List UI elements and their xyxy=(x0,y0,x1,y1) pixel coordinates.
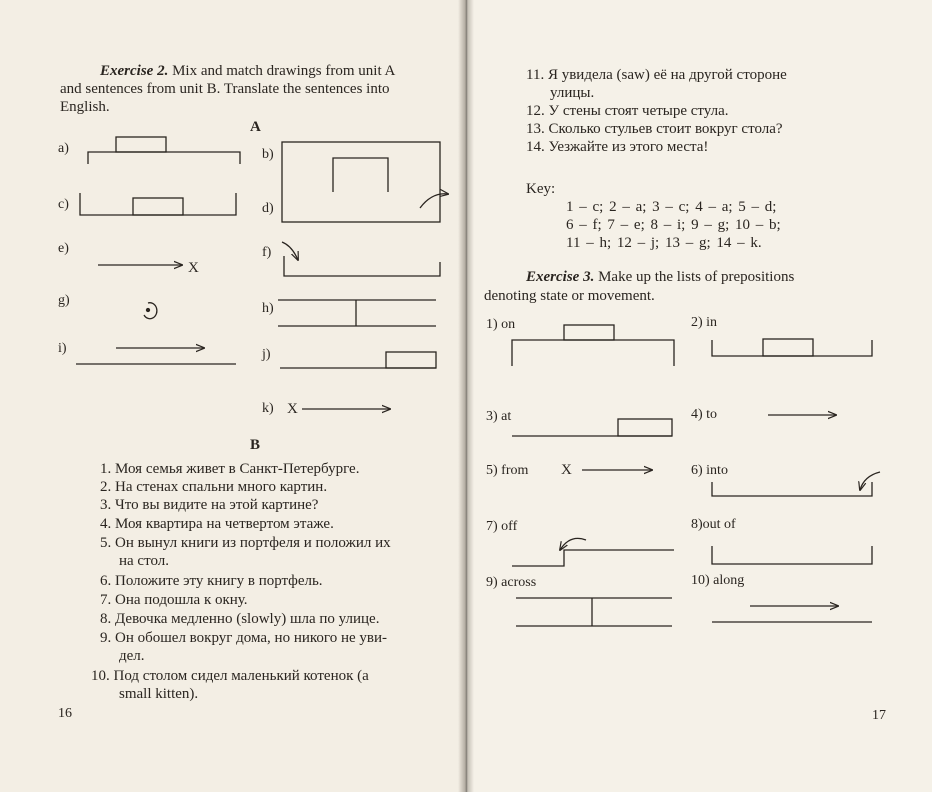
drawing-10-along xyxy=(712,606,872,622)
key-line-3: 11 – h; 12 – j; 13 – g; 14 – k. xyxy=(566,235,762,251)
sentence-text: Под столом сидел маленький котенок (a xyxy=(113,668,369,684)
key-line-1: 1 – c; 2 – a; 3 – c; 4 – a; 5 – d; xyxy=(566,199,777,215)
sentence-11-cont: улицы. xyxy=(550,85,595,101)
sentence-number: 2. xyxy=(100,479,112,495)
drawing-1-on xyxy=(512,325,674,366)
sentence-8 xyxy=(100,610,379,628)
sentence-text: Я увидела (saw) её на другой стороне xyxy=(547,67,787,83)
sentence-text: Она подошла к окну. xyxy=(115,592,248,608)
sentence-number: 7. xyxy=(100,592,112,608)
sentence-text: Моя квартира на четвертом этаже. xyxy=(115,516,334,532)
item-10-along: 10) along xyxy=(691,573,745,588)
drawing-9-across xyxy=(516,598,672,626)
sentence-3 xyxy=(100,496,318,514)
label-g: g) xyxy=(58,293,70,308)
drawing-d-out-of xyxy=(420,194,448,208)
sentence-5 xyxy=(100,534,391,552)
label-k: k) xyxy=(262,401,274,416)
drawing-f-into xyxy=(282,242,440,276)
sentence-number: 5. xyxy=(100,535,112,551)
label-e: e) xyxy=(58,241,69,256)
drawing-7-off xyxy=(512,538,674,566)
drawing-6-into xyxy=(712,472,880,496)
item-4-to: 4) to xyxy=(691,407,718,422)
drawing-g-around xyxy=(144,303,157,319)
sentence-text: Он обошел вокруг дома, но никого не уви- xyxy=(115,630,387,646)
drawing-8-out-of xyxy=(712,546,872,564)
exercise-2-title: Exercise 2. xyxy=(100,63,169,79)
unit-a-heading: A xyxy=(250,119,261,135)
drawing-i-along xyxy=(76,348,236,364)
sentence-2 xyxy=(100,478,327,496)
sentence-4 xyxy=(100,515,334,533)
sentence-10-cont: small kitten). xyxy=(119,686,199,702)
drawing-c-in xyxy=(80,193,236,215)
label-h: h) xyxy=(262,301,274,316)
page-number-left: 16 xyxy=(58,706,72,721)
x-mark-from: X xyxy=(561,462,572,478)
sentence-9 xyxy=(100,629,387,647)
exercise-3-title: Exercise 3. xyxy=(526,269,595,285)
drawing-3-at xyxy=(512,419,672,436)
sentence-number: 9. xyxy=(100,630,112,646)
sentence-text: Моя семья живет в Санкт-Петербурге. xyxy=(115,461,360,477)
drawing-h-across xyxy=(278,300,436,326)
sentence-number: 14. xyxy=(526,139,545,155)
drawing-b-picture xyxy=(282,142,440,222)
exercise-2-line-1: Mix and match drawings from unit A xyxy=(172,63,396,79)
sentence-number: 11. xyxy=(526,67,545,83)
sentence-text: Девочка медленно (slowly) шла по улице. xyxy=(115,611,380,627)
book-gutter xyxy=(458,0,474,792)
item-5-from: 5) from xyxy=(486,463,529,478)
exercise-2-line-3: English. xyxy=(60,99,110,115)
sentence-number: 8. xyxy=(100,611,112,627)
drawing-2-in xyxy=(712,339,872,356)
item-9-across: 9) across xyxy=(486,575,537,590)
sentence-number: 10. xyxy=(91,668,110,684)
sentence-text: Что вы видите на этой картине? xyxy=(115,497,319,513)
sentence-number: 13. xyxy=(526,121,545,137)
label-a: a) xyxy=(58,141,69,156)
unit-b-heading: B xyxy=(250,437,261,453)
item-8-out-of: 8)out of xyxy=(691,517,736,532)
sentence-5-cont: на стол. xyxy=(119,553,169,569)
label-c: c) xyxy=(58,197,69,212)
sentence-number: 4. xyxy=(100,516,112,532)
page-number-right: 17 xyxy=(872,708,886,723)
drawing-a-on xyxy=(88,137,240,164)
right-page xyxy=(466,0,932,792)
sentence-7 xyxy=(100,591,248,609)
sentence-10 xyxy=(91,667,369,685)
sentence-number: 6. xyxy=(100,573,112,589)
key-label: Key: xyxy=(526,181,556,197)
item-7-off: 7) off xyxy=(486,519,518,534)
exercise-3-drawings xyxy=(466,0,932,792)
sentence-text: У стены стоят четыре стула. xyxy=(548,103,729,119)
sentence-6 xyxy=(100,572,323,590)
sentence-text: Уезжайте из этого места! xyxy=(548,139,709,155)
label-d: d) xyxy=(262,201,274,216)
drawing-j-at xyxy=(280,352,436,368)
exercise-3-line-2: denoting state or movement. xyxy=(484,288,655,304)
label-b: b) xyxy=(262,147,274,162)
sentence-text: Сколько стульев стоит вокруг стола? xyxy=(548,121,783,137)
x-mark-k: X xyxy=(287,401,298,417)
sentence-number: 1. xyxy=(100,461,112,477)
sentence-text: Он вынул книги из портфеля и положил их xyxy=(115,535,391,551)
exercise-2-line-2: and sentences from unit B. Translate the sentences into xyxy=(60,81,390,97)
exercise-3-line-1: Make up the lists of prepositions xyxy=(598,269,795,285)
item-2-in: 2) in xyxy=(691,315,718,330)
sentence-1 xyxy=(100,460,359,478)
label-j: j) xyxy=(262,347,271,362)
sentence-9-cont: дел. xyxy=(119,648,145,664)
item-3-at: 3) at xyxy=(486,409,512,424)
sentence-number: 3. xyxy=(100,497,112,513)
sentence-text: Положите эту книгу в портфель. xyxy=(115,573,323,589)
sentence-number: 12. xyxy=(526,103,545,119)
key-line-2: 6 – f; 7 – e; 8 – i; 9 – g; 10 – b; xyxy=(566,217,781,233)
x-mark-e: X xyxy=(188,260,199,276)
label-i: i) xyxy=(58,341,67,356)
label-f: f) xyxy=(262,245,272,260)
item-1-on: 1) on xyxy=(486,317,516,332)
item-6-into: 6) into xyxy=(691,463,728,478)
sentence-text: На стенах спальни много картин. xyxy=(115,479,328,495)
